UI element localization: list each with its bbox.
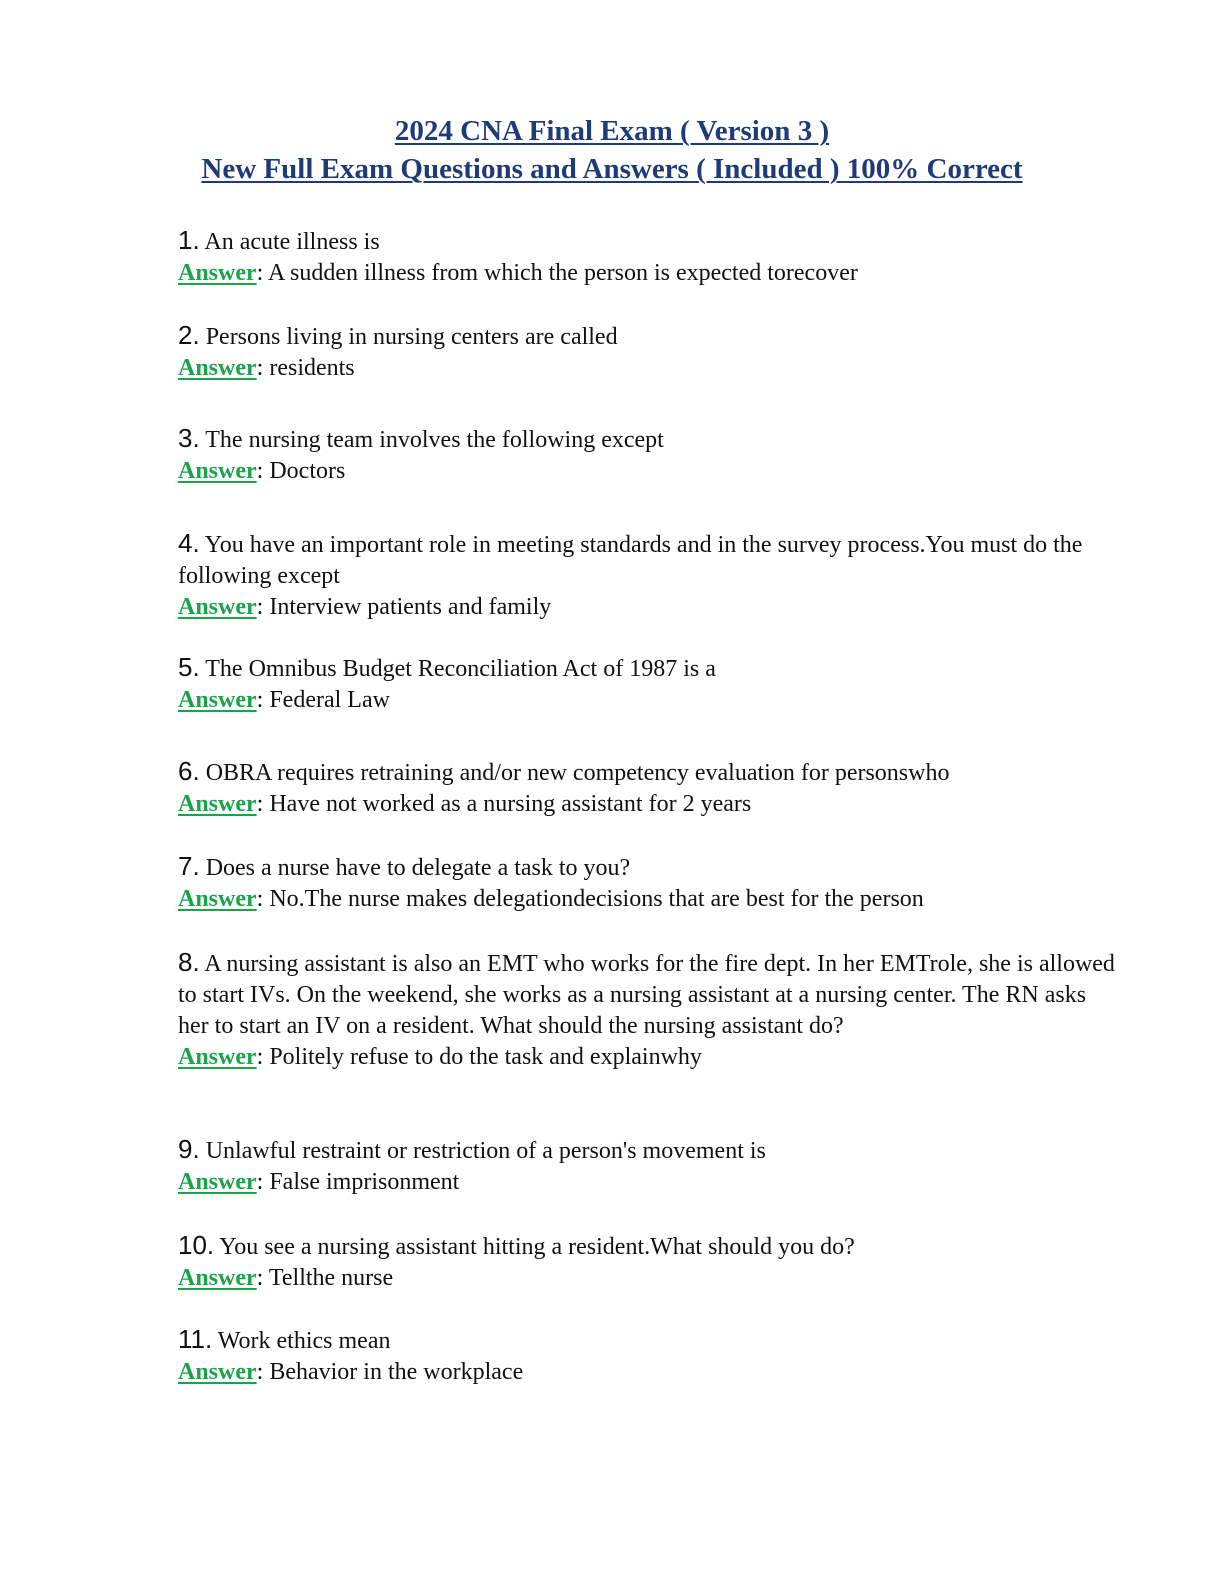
question-number: 1.: [178, 225, 200, 255]
answer-line: Answer: residents: [178, 355, 355, 381]
question-number: 6.: [178, 756, 200, 786]
answer-line: Answer: False imprisonment: [178, 1169, 460, 1195]
qa-item-2: [178, 320, 1118, 384]
answer-label: Answer: [178, 260, 257, 286]
qa-item-5: [178, 652, 1118, 716]
question-number: 7.: [178, 851, 200, 881]
question-number: 3.: [178, 423, 200, 453]
answer-label: Answer: [178, 594, 257, 620]
answer-label: Answer: [178, 791, 257, 817]
answer-line: Answer: No.The nurse makes delegationdecisions that are best for the person: [178, 886, 924, 912]
answer-text: Have not worked as a nursing assistant for 2 years: [269, 791, 752, 817]
question-text: Persons living in nursing centers are called: [205, 324, 618, 350]
question-number: 5.: [178, 652, 200, 682]
question-text: Unlawful restraint or restriction of a person's movement is: [205, 1138, 766, 1164]
question-text: The nursing team involves the following except: [205, 427, 664, 453]
question-number: 9.: [178, 1134, 200, 1164]
answer-label: Answer: [178, 1044, 257, 1070]
qa-item-10: [178, 1230, 1118, 1294]
answer-text: A sudden illness from which the person is expected torecover: [268, 260, 858, 286]
answer-line: Answer: Politely refuse to do the task and explainwhy: [178, 1044, 702, 1070]
qa-item-1: [178, 225, 1118, 289]
answer-label: Answer: [178, 886, 257, 912]
qa-item-4: [178, 528, 1118, 623]
title-line-2: New Full Exam Questions and Answers ( Included ) 100% Correct: [201, 153, 1023, 185]
title-line-1: 2024 CNA Final Exam ( Version 3 ): [394, 115, 830, 147]
answer-line: Answer: Federal Law: [178, 687, 390, 713]
answer-text: Federal Law: [269, 687, 390, 713]
answer-label: Answer: [178, 458, 257, 484]
answer-text: Behavior in the workplace: [269, 1359, 524, 1385]
answer-label: Answer: [178, 1359, 257, 1385]
answer-line: Answer: Tellthe nurse: [178, 1265, 394, 1291]
qa-item-3: [178, 423, 1118, 487]
answer-text: False imprisonment: [269, 1169, 460, 1195]
answer-text: Doctors: [269, 458, 346, 484]
question-text: You see a nursing assistant hitting a resident.What should you do?: [219, 1234, 855, 1260]
answer-line: Answer: Interview patients and family: [178, 594, 552, 620]
answer-text: Politely refuse to do the task and explainwhy: [269, 1044, 702, 1070]
answer-label: Answer: [178, 687, 257, 713]
question-number: 4.: [178, 528, 200, 558]
question-text: A nursing assistant is also an EMT who works for the fire dept. In her EMTrole, she is allowed to start IVs. On the weekend, she works as a nursing assistant at a nursing center. The RN asks her to start an IV on a resident. What should the nursing assistant do?: [178, 951, 1115, 1039]
answer-text: residents: [269, 355, 355, 381]
answer-text: Interview patients and family: [269, 594, 552, 620]
answer-label: Answer: [178, 1169, 257, 1195]
qa-item-11: [178, 1324, 1118, 1388]
question-text: OBRA requires retraining and/or new competency evaluation for personswho: [205, 760, 950, 786]
answer-line: Answer: Doctors: [178, 458, 346, 484]
question-text: Work ethics mean: [217, 1328, 391, 1354]
question-number: 2.: [178, 320, 200, 350]
qa-item-8: [178, 947, 1118, 1073]
question-text: An acute illness is: [204, 229, 380, 255]
answer-label: Answer: [178, 355, 257, 381]
question-number: 8.: [178, 947, 200, 977]
document-title: [0, 112, 1224, 188]
qa-item-9: [178, 1134, 1118, 1198]
answer-label: Answer: [178, 1265, 257, 1291]
answer-line: Answer: Have not worked as a nursing assistant for 2 years: [178, 791, 752, 817]
question-number: 11.: [178, 1324, 213, 1354]
question-text: Does a nurse have to delegate a task to you?: [205, 855, 631, 881]
question-text: You have an important role in meeting standards and in the survey process.You must do the following except: [178, 532, 1083, 589]
qa-item-7: [178, 851, 1118, 915]
answer-line: Answer: Behavior in the workplace: [178, 1359, 524, 1385]
answer-text: No.The nurse makes delegationdecisions that are best for the person: [269, 886, 924, 912]
answer-text: Tellthe nurse: [268, 1265, 394, 1291]
question-number: 10.: [178, 1230, 215, 1260]
answer-line: Answer: A sudden illness from which the person is expected torecover: [178, 260, 858, 286]
question-text: The Omnibus Budget Reconciliation Act of 1987 is a: [205, 656, 716, 682]
qa-item-6: [178, 756, 1118, 820]
